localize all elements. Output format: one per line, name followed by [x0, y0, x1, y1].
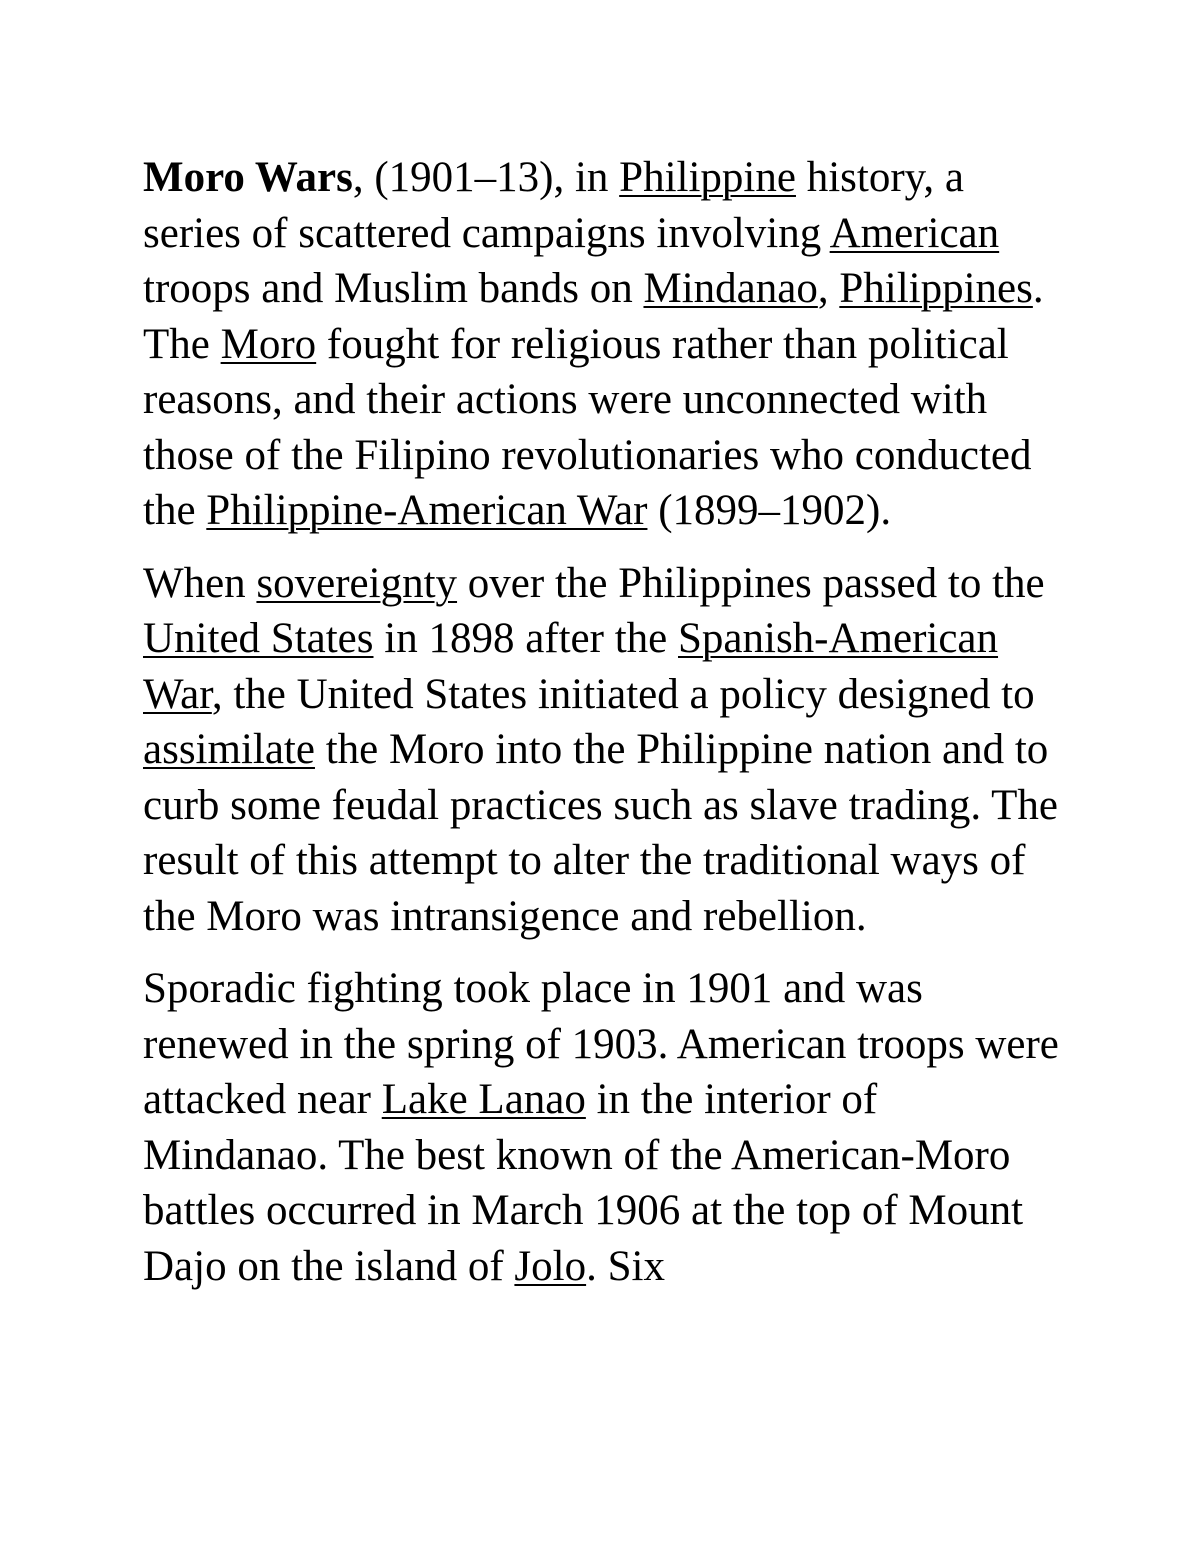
- text-span: Sporadic fighting took place in 1901 and was renewed in the spring of 1903. American troops were attacked near: [143, 965, 1059, 1123]
- link-philippine[interactable]: Philippine: [619, 154, 796, 201]
- text-span: When: [143, 559, 257, 607]
- text-span: in the interior of Mindanao. The best known of the American-Moro battles occurred in March 1906 at the top of Mount Dajo on the island of: [143, 1076, 1024, 1290]
- link-philippines[interactable]: Philippines: [839, 265, 1033, 312]
- text-span: (1899–1902).: [647, 487, 892, 534]
- text-span: fought for religious rather than political reasons, and their actions were unconnected with those of the Filipino revolutionaries who conducted the: [143, 320, 1032, 534]
- link-lake-lanao[interactable]: Lake Lanao: [381, 1076, 586, 1123]
- link-jolo[interactable]: Jolo: [514, 1242, 587, 1290]
- text-span: history, a series of scattered campaigns involving: [143, 154, 964, 257]
- text-span: in 1898 after the: [373, 615, 678, 662]
- text-span: the Moro into the Philippine nation and to curb some feudal practices such as slave trading. The result of this attempt to alter the traditional ways of the Moro was intransigence and rebellion.: [143, 726, 1059, 940]
- link-united-states[interactable]: United States: [143, 615, 374, 662]
- paragraph-intro: [143, 150, 1068, 539]
- link-spanish-american-war[interactable]: Spanish-American War: [143, 615, 999, 718]
- paragraph-fighting: [143, 961, 1068, 1294]
- text-span: troops and Muslim bands on: [143, 265, 644, 312]
- article-title: Moro Wars: [143, 154, 353, 201]
- document-page: [143, 150, 1068, 1311]
- link-moro[interactable]: Moro: [220, 320, 317, 368]
- text-span: , (1901–13), in: [352, 154, 620, 201]
- link-sovereignty[interactable]: sovereignty: [256, 559, 458, 607]
- text-span: . The: [143, 265, 1044, 368]
- text-span: ,: [817, 265, 840, 312]
- text-span: . Six: [586, 1242, 665, 1290]
- link-philippine-american-war[interactable]: Philippine-American War: [206, 487, 648, 534]
- link-american[interactable]: American: [829, 209, 1000, 257]
- text-span: , the United States initiated a policy designed to: [211, 670, 1035, 718]
- paragraph-sovereignty: [143, 556, 1068, 945]
- text-span: over the Philippines passed to the: [457, 559, 1045, 607]
- link-assimilate[interactable]: assimilate: [143, 726, 315, 773]
- link-mindanao[interactable]: Mindanao: [643, 265, 818, 312]
